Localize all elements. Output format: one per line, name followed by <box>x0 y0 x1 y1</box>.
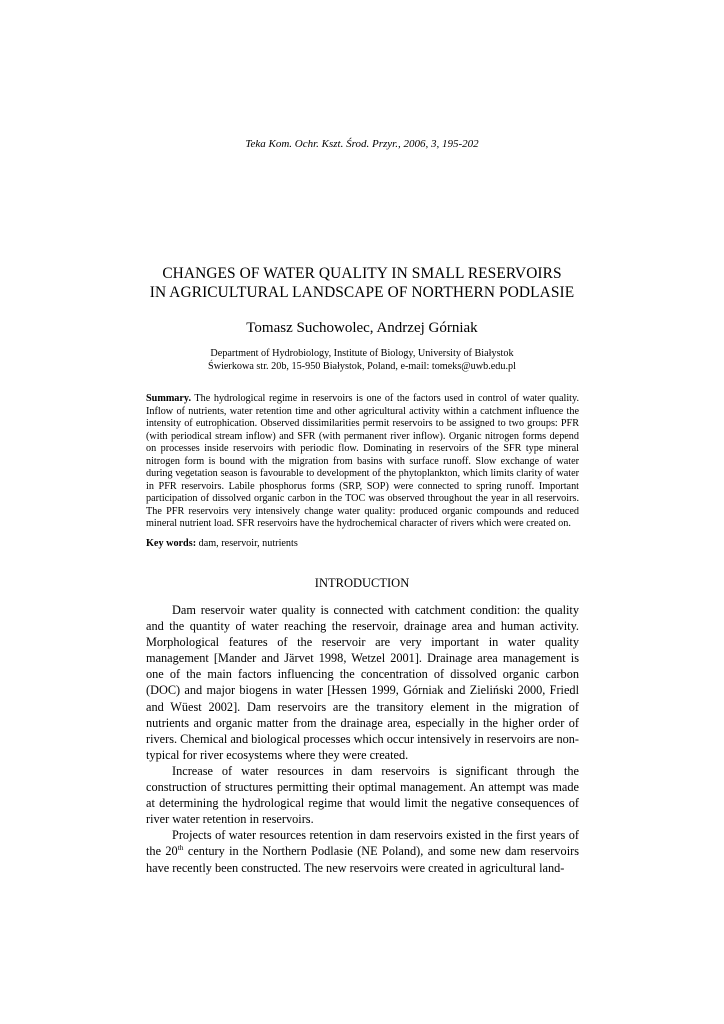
body-text <box>146 602 579 876</box>
body-paragraph-3-end: century in the Northern Podlasie (NE Poland), and some new dam reservoirs have recently been constructed. The new reservoirs were created in agricultural land- <box>146 844 579 875</box>
keywords-label: Key words: <box>146 538 197 549</box>
ordinal-superscript: th <box>177 843 184 853</box>
summary-text: The hydrological regime in reservoirs is one of the factors used in control of water quality. Inflow of nutrients, water retention time and other agricultural activity within a catchment influence the intensity of eutrophication. Observed dissimilarities permit reservoirs to be assigned to two groups: PFR (with periodical stream inflow) and SFR (with permanent river inflow). Organic nitrogen forms depend on processes inside reservoirs with periodic flow. Dominating in reservoirs of the SFR type mineral nitrogen form is bound with the migration from basins with surface runoff. Slow exchange of water during vegetation season is favourable to development of the phytoplankton, which limits clarity of water in PFR reservoirs. Labile phosphorus forms (SRP, SOP) were connected to spring runoff. Important participation of dissolved organic carbon in the TOC was observed throughout the year in all reservoirs. The PFR reservoirs very intensively change water quality: produced organic compounds and reduced mineral nutrient load. SFR reservoirs have the hydrochemical character of rivers which were created on. <box>146 393 579 530</box>
body-paragraph-3 <box>146 827 579 875</box>
affiliation <box>0 347 724 373</box>
running-head: Teka Kom. Ochr. Kszt. Środ. Przyr., 2006, 3, 195-202 <box>245 138 479 150</box>
summary <box>146 393 579 531</box>
summary-paragraph <box>146 393 579 531</box>
body-paragraph-2: Increase of water resources in dam reservoirs is significant through the construction of structures permitting their optimal management. An attempt was made at determining the hydrological regime that would limit the negative consequences of river water retention in reservoirs. <box>146 763 579 827</box>
summary-label: Summary. <box>146 393 191 404</box>
affiliation-line-1: Department of Hydrobiology, Institute of Biology, University of Białystok <box>210 348 514 359</box>
keywords <box>146 538 579 549</box>
title-line-1: CHANGES OF WATER QUALITY IN SMALL RESERVOIRS <box>162 265 562 282</box>
title-line-2: IN AGRICULTURAL LANDSCAPE OF NORTHERN PODLASIE <box>149 284 575 301</box>
body-paragraph-1: Dam reservoir water quality is connected with catchment condition: the quality and the quantity of water reaching the reservoir, drainage area and human activity. Morphological features of the reservoir are very important in water quality management [Mander and Järvet 1998, Wetzel 2001]. Drainage area management is one of the main factors influencing the concentration of dissolved organic carbon (DOC) and major biogens in water [Hessen 1999, Górniak and Zieliński 2000, Friedl and Wüest 2002]. Dam reservoirs are the transitory element in the migration of nutrients and organic matter from the drainage area, especially in the higher order of rivers. Chemical and biological processes which occur intensively in reservoirs are non-typical for river ecosystems where they were created. <box>146 603 579 762</box>
body-paragraph-3-start: Projects of water resources retention in dam reservoirs existed in the first years of the 20 <box>146 828 579 859</box>
keywords-text: dam, reservoir, nutrients <box>196 538 298 549</box>
authors: Tomasz Suchowolec, Andrzej Górniak <box>246 320 478 336</box>
paper-title <box>100 264 624 302</box>
section-heading: INTRODUCTION <box>314 576 410 590</box>
affiliation-line-2: Świerkowa str. 20b, 15-950 Białystok, Poland, e-mail: tomeks@uwb.edu.pl <box>208 361 516 372</box>
